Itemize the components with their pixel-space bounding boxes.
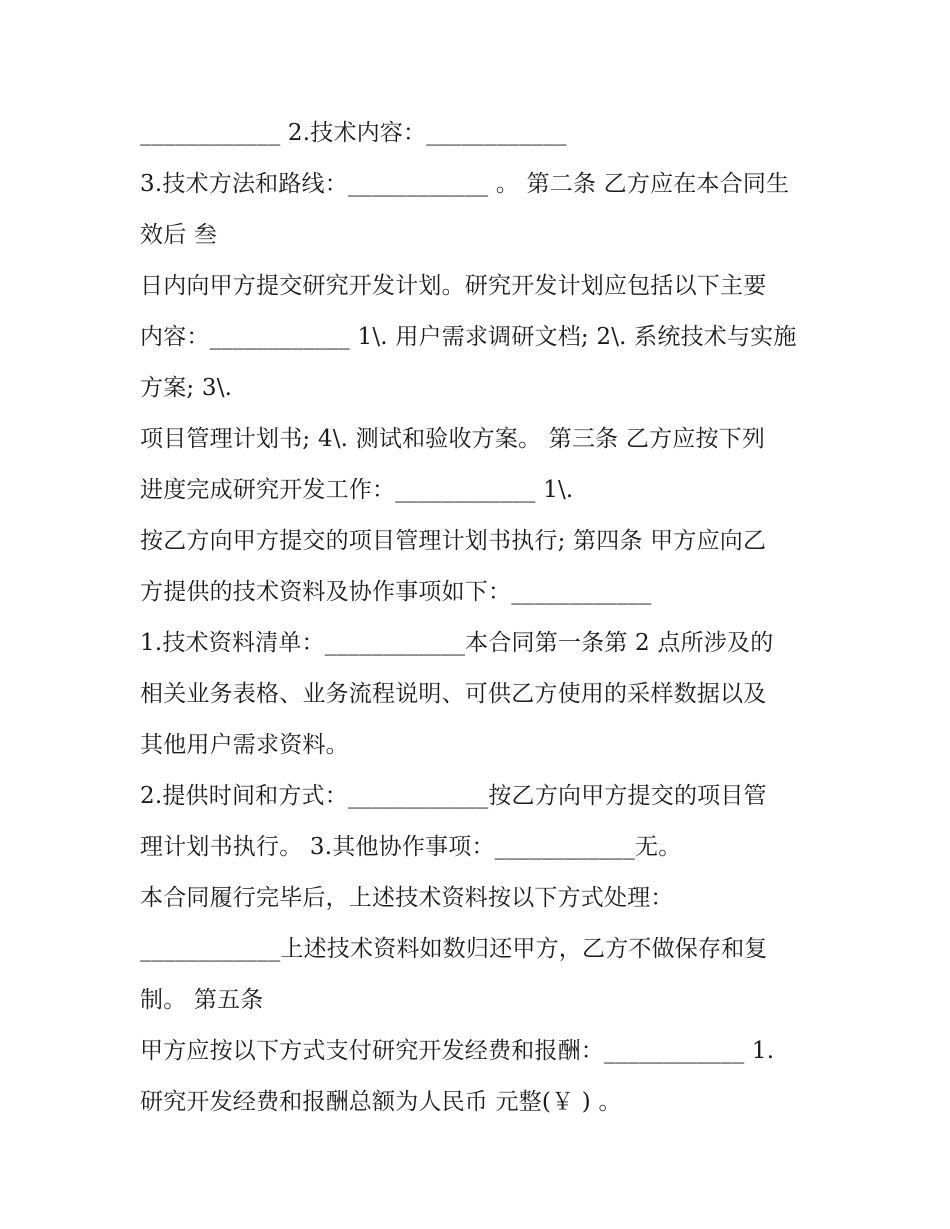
text-line: 理计划书执行。 3.其他协作事项：____________无。 — [140, 834, 682, 860]
text-line: 相关业务表格、业务流程说明、可供乙方使用的采样数据以及 — [140, 681, 767, 707]
text-line: 2.提供时间和方式：____________按乙方向甲方提交的项目管 — [140, 783, 767, 809]
text-line: 1.技术资料清单：____________本合同第一条第 2 点所涉及的 — [140, 630, 774, 656]
text-line: 本合同履行完毕后，上述技术资料按以下方式处理： — [140, 885, 674, 911]
text-line: 方提供的技术资料及协作事项如下：____________ — [140, 579, 652, 605]
text-line: 甲方应按以下方式支付研究开发经费和报酬：____________ 1. — [140, 1038, 775, 1064]
text-line: 其他用户需求资料。 — [140, 732, 349, 758]
contract-text — [140, 108, 820, 1128]
text-line: ____________上述技术资料如数归还甲方，乙方不做保存和复 — [140, 936, 768, 962]
text-line: 方案; 3\. — [140, 375, 233, 401]
text-line: 效后 叁 — [140, 222, 218, 248]
text-line: 制。 第五条 — [140, 987, 264, 1013]
text-line: 进度完成研究开发工作：____________ 1\. — [140, 477, 574, 503]
text-line: ____________ 2.技术内容：____________ — [140, 120, 567, 146]
text-line: 日内向甲方提交研究开发计划。研究开发计划应包括以下主要 — [140, 273, 767, 299]
text-line: 研究开发经费和报酬总额为人民币 元整(￥ ) 。 — [140, 1089, 622, 1115]
text-line: 3.技术方法和路线：____________ 。 第二条 乙方应在本合同生 — [140, 171, 790, 197]
text-line: 按乙方向甲方提交的项目管理计划书执行; 第四条 甲方应向乙 — [140, 528, 767, 554]
text-line: 内容：____________ 1\. 用户需求调研文档; 2\. 系统技术与实施 — [140, 324, 797, 350]
text-line: 项目管理计划书; 4\. 测试和验收方案。 第三条 乙方应按下列 — [140, 426, 766, 452]
